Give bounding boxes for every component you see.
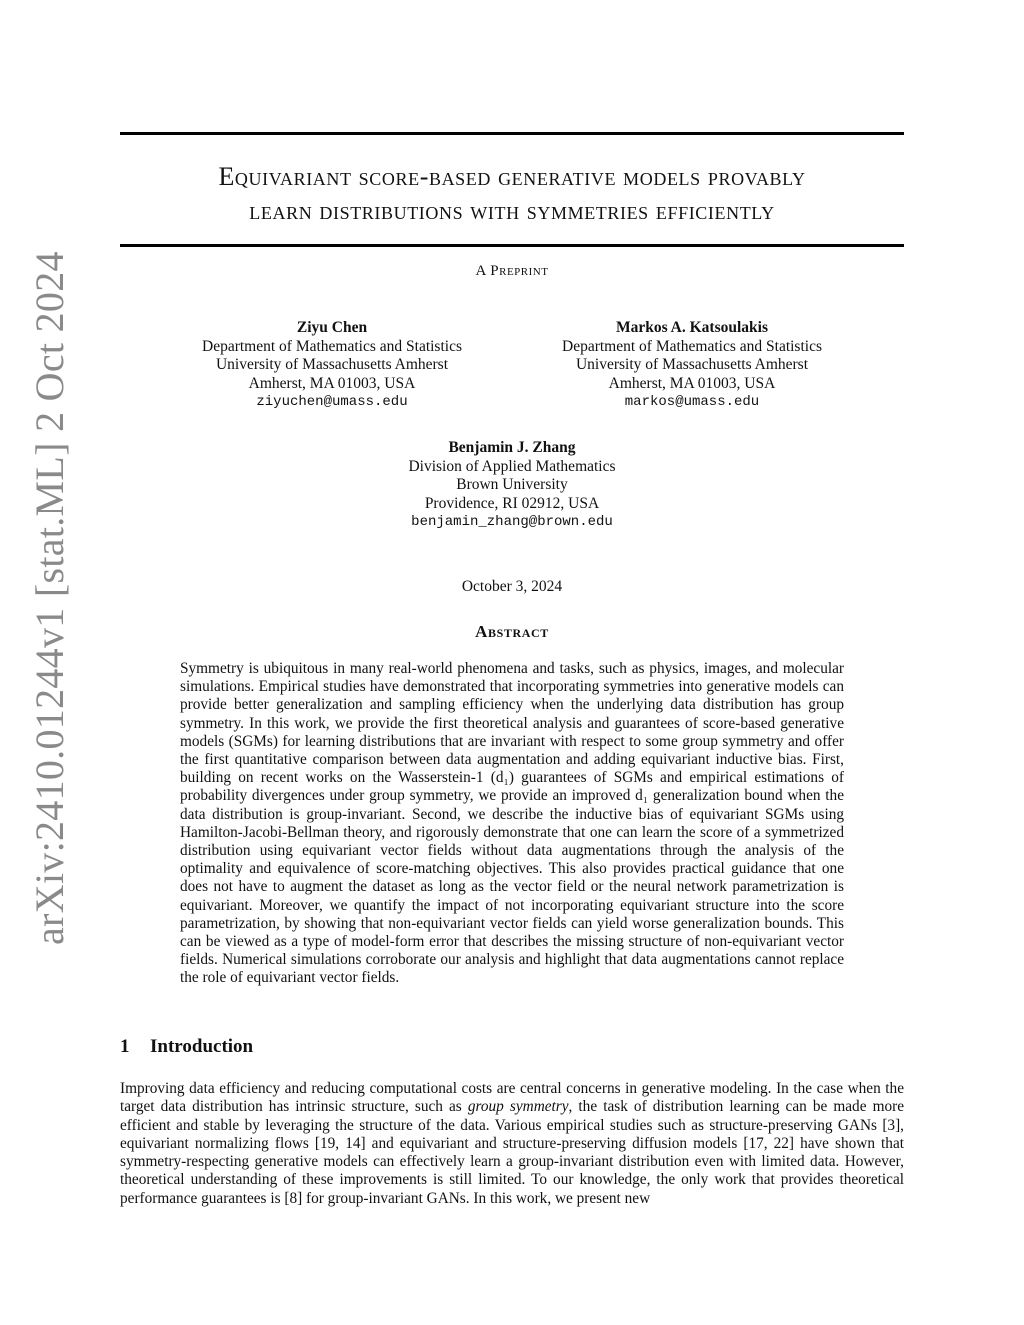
- publication-date: October 3, 2024: [461, 578, 563, 595]
- introduction-paragraph: [120, 1080, 904, 1208]
- title-top-rule: [120, 132, 904, 135]
- author-name: Benjamin J. Zhang: [448, 439, 576, 456]
- author-block-2: [540, 319, 844, 412]
- section-number: 1: [120, 1036, 130, 1057]
- author-block-3: [362, 439, 662, 532]
- author-location: Amherst, MA 01003, USA: [248, 374, 416, 392]
- abstract-heading: Abstract: [475, 622, 549, 641]
- intro-text-start: Improving data efficiency and reducing computational costs are central concerns in generative modeling. In the case when the target data distribution has intrinsic structure, such as: [120, 1080, 904, 1116]
- title-line-1: Equivariant score-based generative models provably: [218, 162, 806, 191]
- intro-emphasis: group symmetry: [467, 1098, 569, 1116]
- abstract-text: Symmetry is ubiquitous in many real-world phenomena and tasks, such as physics, images, and molecular simulations. Empirical studies have demonstrated that incorporating symmetries into generative models can provide better generalization and sampling efficiency when the underlying data distribution has group symmetry. In this work, we provide the first theoretical analysis and guarantees of score-based generative models (SGMs) for learning distributions that are invariant with respect to some group symmetry and offer the first quantitative comparison between data augmentation and adding equivariant inductive bias. First, building on recent works on the Wasserstein-1 (d₁) guarantees of SGMs and empirical estimations of probability divergences under group symmetry, we provide an improved d₁ generalization bound when the data distribution is group-invariant. Second, we describe the inductive bias of equivariant SGMs using Hamilton-Jacobi-Bellman theory, and rigorously demonstrate that one can learn the score of a symmetrized distribution using equivariant vector fields without data augmentations through the analysis of the optimality and equivalence of score-matching objectives. This also provides practical guidance that one does not have to augment the dataset as long as the vector field or the neural network parametrization is equivariant. Moreover, we quantify the impact of not incorporating equivariant structure into the score parametrization, by showing that non-equivariant vector fields can yield worse generalization bounds. This can be viewed as a type of model-form error that describes the missing structure of non-equivariant vector fields. Numerical simulations corroborate our analysis and highlight that data augmentations cannot replace the role of equivariant vector fields.: [180, 660, 844, 987]
- author-university: University of Massachusetts Amherst: [215, 356, 449, 373]
- arxiv-identifier-stamp: arXiv:2410.01244v1 [stat.ML] 2 Oct 2024: [27, 251, 72, 945]
- author-email: ziyuchen@umass.edu: [256, 394, 408, 410]
- preprint-label: A Preprint: [475, 263, 549, 279]
- title-bottom-rule: [120, 244, 904, 247]
- author-email: markos@umass.edu: [624, 394, 760, 410]
- author-university: University of Massachusetts Amherst: [575, 356, 809, 373]
- paper-title: [120, 160, 904, 228]
- author-department: Department of Mathematics and Statistics: [202, 337, 462, 355]
- author-location: Providence, RI 02912, USA: [424, 494, 600, 512]
- author-university: Brown University: [456, 476, 568, 493]
- section-heading-introduction: [120, 1036, 253, 1058]
- author-name: Ziyu Chen: [296, 319, 368, 336]
- author-name: Markos A. Katsoulakis: [615, 319, 768, 336]
- author-block-1: [180, 319, 484, 412]
- author-location: Amherst, MA 01003, USA: [608, 374, 776, 392]
- section-title: Introduction: [150, 1036, 254, 1057]
- author-email: benjamin_zhang@brown.edu: [411, 514, 613, 530]
- author-department: Department of Mathematics and Statistics: [562, 337, 822, 355]
- intro-text-end: , the task of distribution learning can be made more efficient and stable by leveraging the structure of the data. Various empirical studies such as structure-preserving GANs [3], equivariant normalizing flows [19, 14] and equivariant and structure-preserving diffusion models [17, 22] have shown that symmetry-respecting generative models can effectively learn a group-invariant distribution even with limited data. However, theoretical understanding of these improvements is still limited. To our knowledge, the only work that provides theoretical performance guarantees is [8] for group-invariant GANs. In this work, we present new: [120, 1098, 905, 1207]
- author-department: Division of Applied Mathematics: [408, 457, 616, 475]
- title-line-2: learn distributions with symmetries efficiently: [249, 196, 775, 225]
